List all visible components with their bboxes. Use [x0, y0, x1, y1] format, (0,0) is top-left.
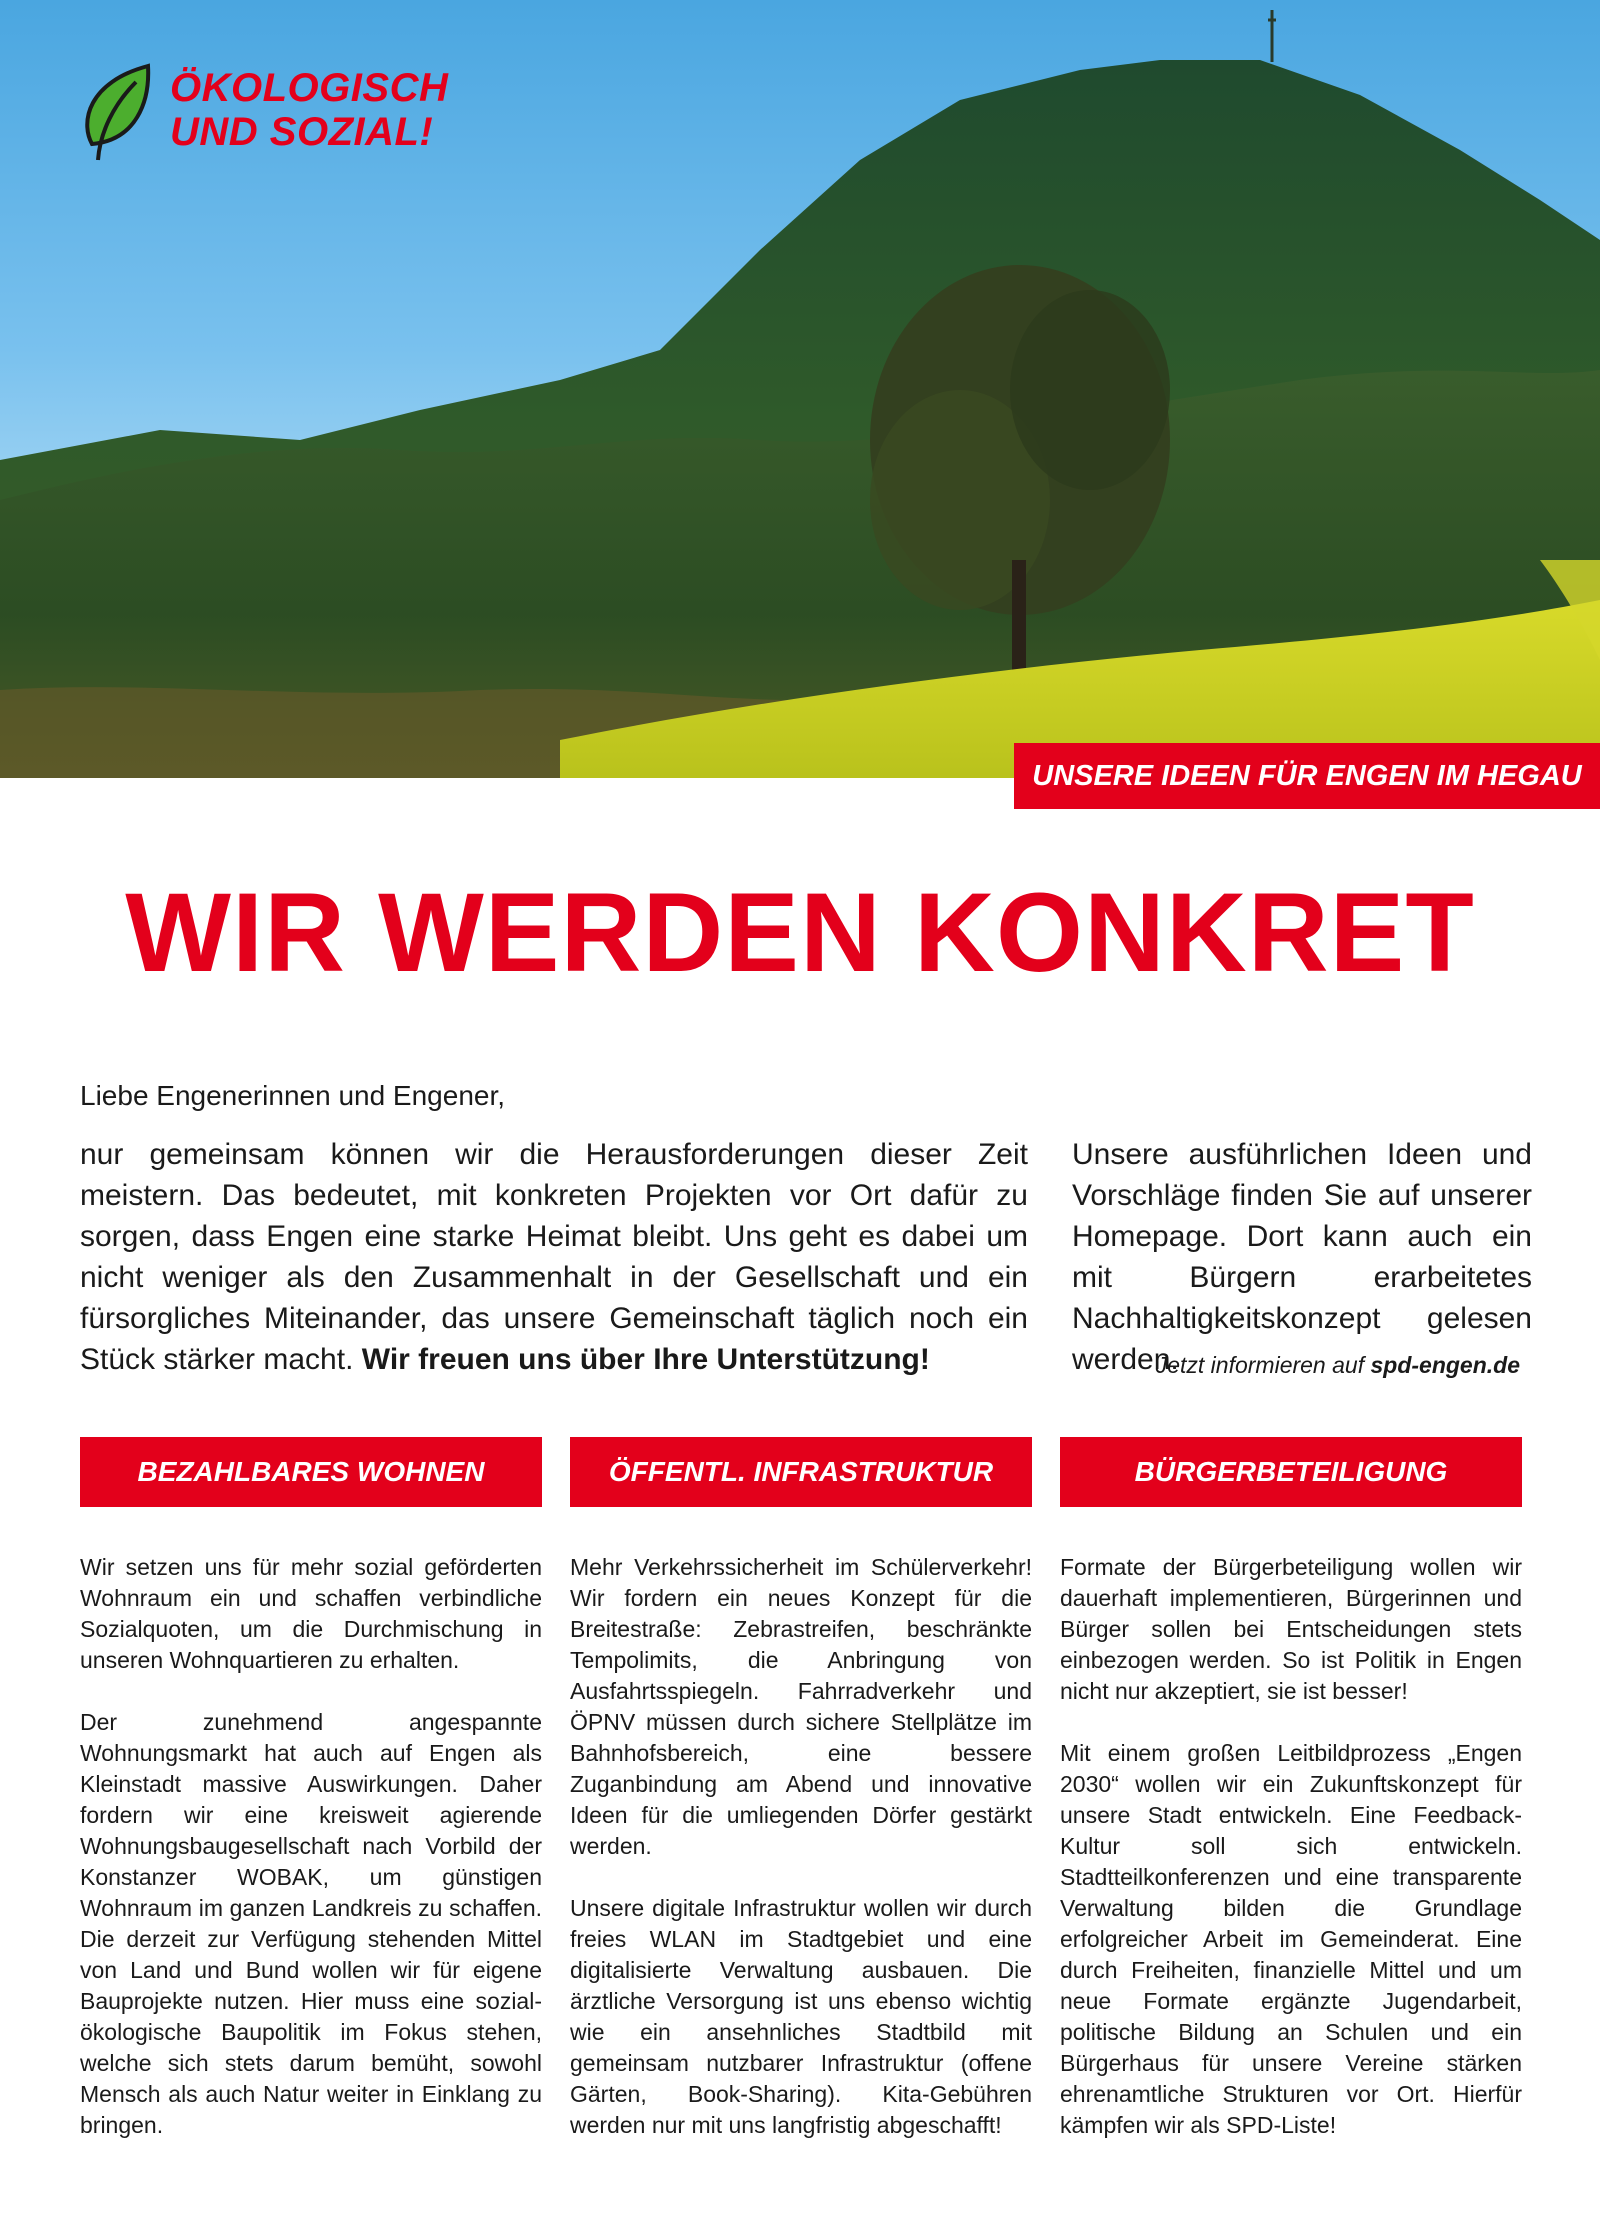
cta-prefix: Jetzt informieren auf: [1155, 1352, 1365, 1378]
leaf-icon: [78, 62, 158, 162]
heading-wohnen: BEZAHLBARES WOHNEN: [80, 1437, 542, 1507]
website-link[interactable]: spd-engen.de: [1370, 1352, 1520, 1378]
column-buergerbeteiligung: [1060, 1552, 1522, 2172]
column-paragraph: Mehr Verkehrssicherheit im Schülerverkehr! Wir fordern ein neues Konzept für die Breitestraße: Zebrastreifen, beschränkte Tempolimits, die Anbringung von Ausfahrtsspiegeln. Fahrradverkehr und ÖPNV müssen durch sichere Stellplätze im Bahnhofsbereich, eine bessere Zuganbindung am Abend und innovative Ideen für die umliegenden Dörfer gestärkt werden.: [570, 1554, 1032, 1859]
column-paragraph: Der zunehmend angespannte Wohnungsmarkt hat auch auf Engen als Kleinstadt massive Auswirkungen. Daher fordern wir eine kreisweit agierende Wohnungsbaugesellschaft nach Vorbild der Konstanzer WOBAK, um günstigen Wohnraum im ganzen Landkreis zu schaffen. Die derzeit zur Verfügung stehenden Mittel von Land und Bund wollen wir für eigene Bauprojekte nutzen. Hier muss eine sozial-ökologische Baupolitik im Fokus stehen, welche sich stets darum bemüht, sowohl Mensch als auch Natur weiter in Einklang zu bringen.: [80, 1709, 542, 2138]
heading-infrastruktur: ÖFFENTL. INFRASTRUKTUR: [570, 1437, 1032, 1507]
intro-emphasis: Wir freuen uns über Ihre Unterstützung!: [361, 1343, 930, 1376]
tower: [1268, 10, 1276, 62]
column-paragraph: Formate der Bürgerbeteiligung wollen wir dauerhaft implementieren, Bürgerinnen und Bürger sollen bei Entscheidungen stets einbezogen werden. So ist Politik in Engen nicht nur akzeptiert, sie ist besser!: [1060, 1554, 1522, 1704]
logo: [78, 58, 449, 188]
column-paragraph: Mit einem großen Leitbildprozess „Engen 2030“ wollen wir ein Zukunftskonzept für unsere Stadt entwickeln. Eine Feedback-Kultur soll sich entwickeln. Stadtteilkonferenzen und eine transparente Verwaltung bilden die Grundlage erfolgreicher Arbeit im Gemeinderat. Eine durch Freiheiten, finanzielle Mittel und um neue Formate ergänzte Jugendarbeit, politische Bildung an Schulen und ein Bürgerhaus für unsere Vereine stärken ehrenamtliche Strukturen vor Ort. Hierfür kämpfen wir als SPD-Liste!: [1060, 1740, 1522, 2138]
logo-line-2: UND SOZIAL!: [170, 110, 434, 154]
intro-text: nur gemeinsam können wir die Herausforderungen dieser Zeit meistern. Das bedeutet, mit konkreten Projekten vor Ort dafür zu sorgen, dass Engen eine starke Heimat bleibt. Uns geht es dabei um nicht weniger als den Zusammenhalt in der Gesellschaft und ein fürsorgliches Miteinander, das unsere Gemeinschaft täglich noch ein Stück stärker macht.: [80, 1138, 1028, 1376]
column-paragraph: Unsere digitale Infrastruktur wollen wir durch freies WLAN im Stadtgebiet und eine digitalisierte Verwaltung ausbauen. Die ärztliche Versorgung ist uns ebenso wichtig wie ein ansehnliches Stadtbild mit gemeinsam nutzbarer Infrastruktur (offene Gärten, Book-Sharing). Kita-Gebühren werden nur mit uns langfristig abgeschafft!: [570, 1895, 1032, 2138]
hero-image: [0, 0, 1600, 778]
website-cta: [1156, 1350, 1520, 1380]
heading-buergerbeteiligung: BÜRGERBETEILIGUNG: [1060, 1437, 1522, 1507]
column-wohnen: [80, 1552, 542, 2172]
homepage-note: Unsere ausführlichen Ideen und Vorschläge finden Sie auf unserer Homepage. Dort kann auch ein mit Bürgern erarbeitetes Nachhaltigkeitskonzept gelesen werden.: [1072, 1138, 1532, 1376]
column-paragraph: Wir setzen uns für mehr sozial geförderten Wohnraum ein und schaffen verbindliche Sozialquoten, um die Durchmischung in unseren Wohnquartieren zu erhalten.: [80, 1554, 542, 1673]
greeting: Liebe Engenerinnen und Engener,: [80, 1080, 506, 1111]
intro-paragraph: [80, 1134, 1028, 1380]
tagline-banner: UNSERE IDEEN FÜR ENGEN IM HEGAU: [1014, 743, 1600, 809]
logo-line-1: ÖKOLOGISCH: [170, 66, 449, 110]
page-title: WIR WERDEN KONKRET: [125, 870, 1475, 995]
logo-text: [170, 66, 448, 154]
column-infrastruktur: [570, 1552, 1032, 2172]
